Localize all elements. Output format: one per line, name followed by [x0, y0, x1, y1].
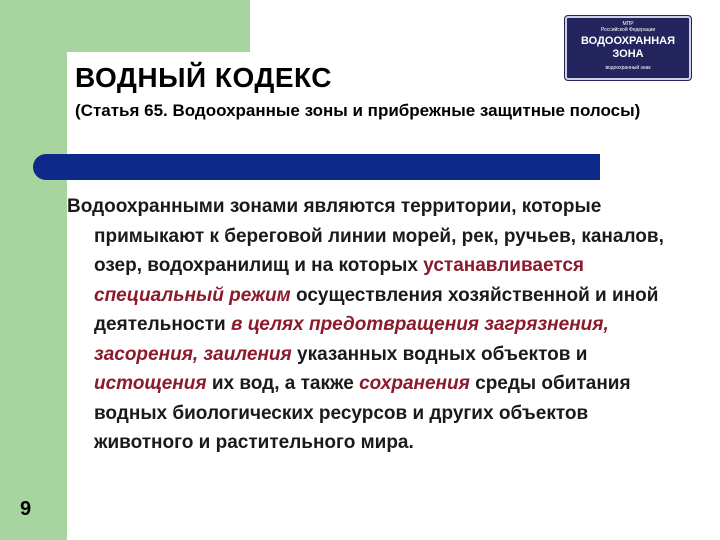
water-protection-zone-sign [565, 16, 691, 80]
body-highlight: устанавливается [423, 255, 585, 276]
title-green-corner [67, 0, 250, 52]
divider-bar [33, 154, 600, 180]
body-part: их вод, а также [206, 373, 360, 394]
body-paragraph [67, 192, 667, 458]
slide-subtitle: (Статья 65. Водоохранные зоны и прибрежные защитные полосы) [75, 101, 641, 120]
body-highlight: специальный режим [94, 284, 291, 306]
sign-line-1: МПР [622, 21, 634, 27]
sign-line-2: Российской Федерации [600, 27, 656, 33]
body-highlight: истощения [94, 373, 207, 394]
sign-line-3: ВОДООХРАННАЯ [581, 35, 675, 47]
sign-line-5: водоохранный знак [605, 65, 651, 71]
body-part: среды обитания водных биологических ресурсов и других объектов животного и растительного мира. [94, 373, 631, 453]
sign-line-4: ЗОНА [612, 48, 644, 60]
body-highlight: в целях предотвращения загрязнения, засорения, заиления [94, 314, 609, 365]
slide-number: 9 [20, 498, 32, 520]
body-highlight: сохранения [359, 373, 470, 394]
body-part: являются территории, которые примыкают к береговой линии морей, рек, ручьев, каналов, озер, водохранилищ и на которых [94, 196, 664, 276]
slide-title: ВОДНЫЙ КОДЕКС [75, 62, 332, 93]
body-part: указанных водных объектов и [291, 343, 588, 365]
body-part: осуществления хозяйственной и иной деятельности [94, 284, 659, 335]
body-part: Водоохранными [67, 196, 230, 217]
body-part: зонами [229, 196, 299, 217]
